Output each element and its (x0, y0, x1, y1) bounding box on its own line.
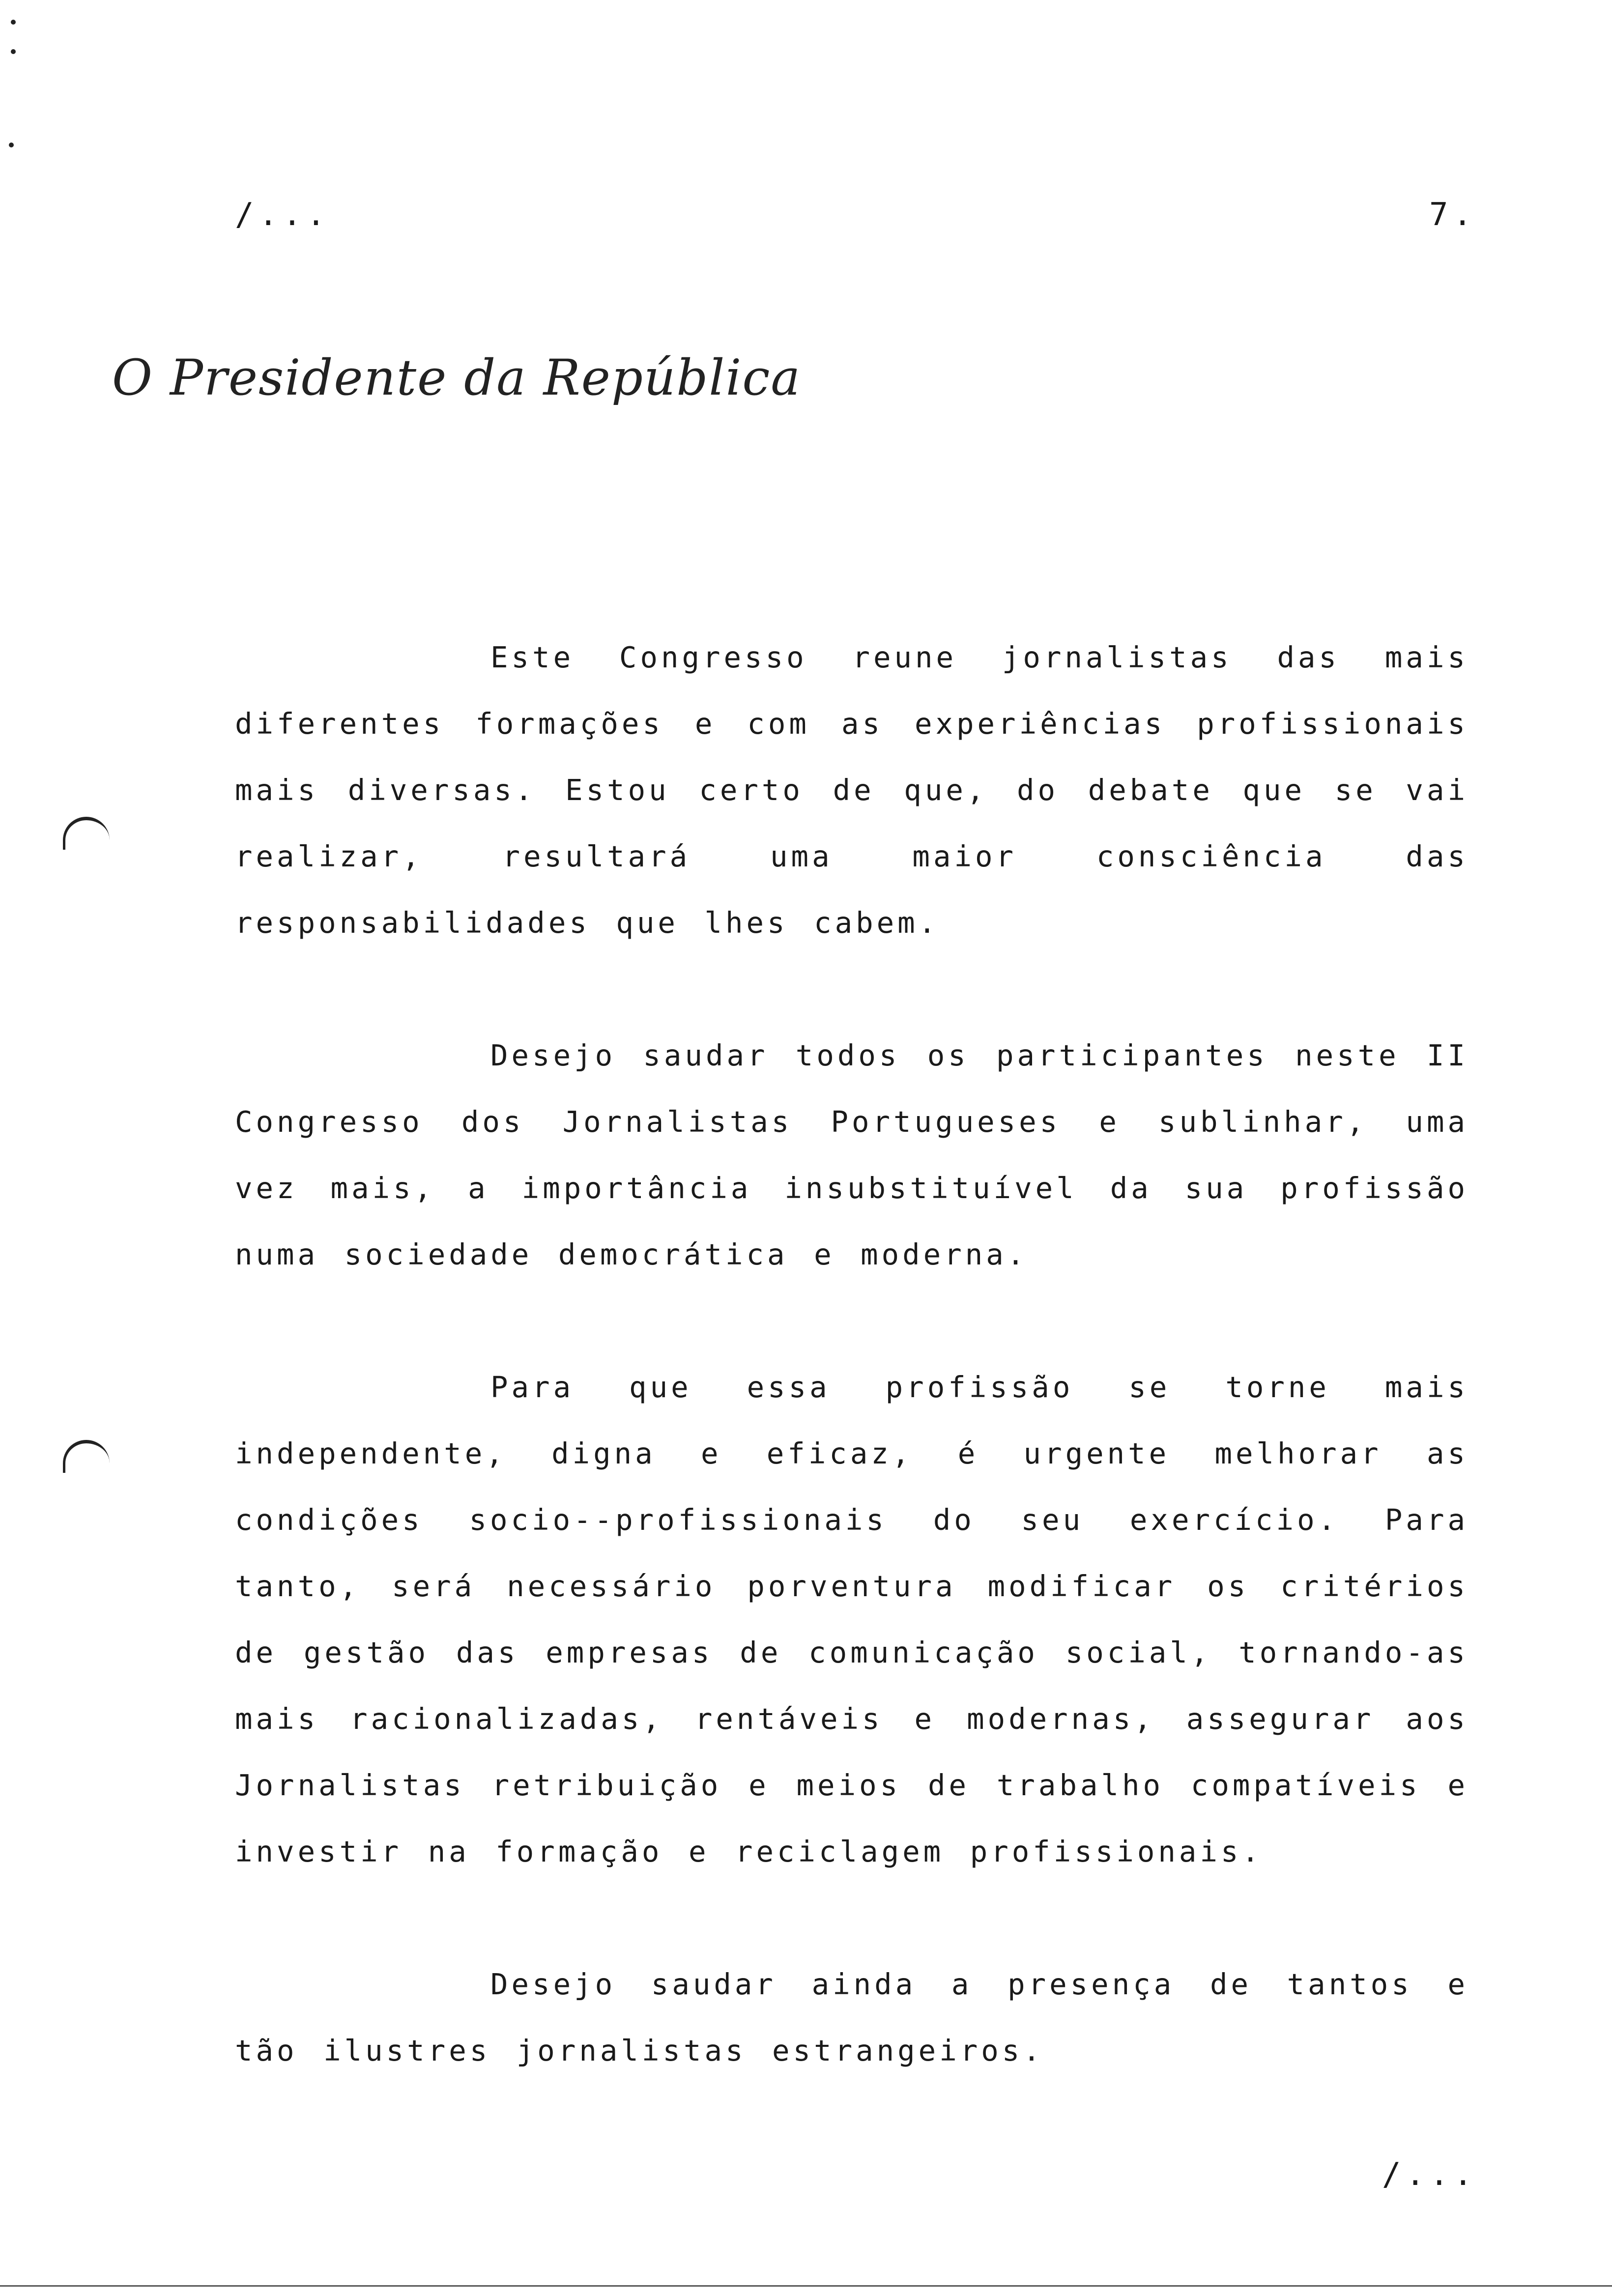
letterhead-title: O Presidente da República (112, 349, 802, 406)
scan-edge-line (0, 2285, 1612, 2287)
paragraph: Para que essa profissão se torne mais independente, digna e eficaz, é urgente melhorar as condições socio--profissionais do seu exercício. Para tanto, será necessário porventura modificar os critérios de gestão das empresas de comunicação social, tornando-as mais racionalizadas, rentáveis e modernas, assegurar aos Jornalistas retribuição e meios de trabalho compatíveis e investir na formação e reciclagem profissionais. (235, 1370, 1468, 1868)
paragraph: Desejo saudar todos os participantes neste II Congresso dos Jornalistas Portugueses e sublinhar, uma vez mais, a importância insubstituível da sua profissão numa sociedade democrática e moderna. (235, 1038, 1468, 1271)
paragraph: Este Congresso reune jornalistas das mais diferentes formações e com as experiências profissionais mais diversas. Estou certo de que, do debate que se vai realizar, resultará uma maior consciência das responsabilidades que lhes cabem. (235, 640, 1468, 940)
continuation-marker-bottom: /... (1382, 2156, 1478, 2193)
punch-hole-mark (63, 1440, 110, 1473)
scan-speck (11, 20, 16, 25)
scan-speck (11, 49, 16, 54)
scan-speck (9, 143, 14, 147)
punch-hole-mark (63, 817, 110, 850)
continuation-marker-top: /... (235, 197, 331, 233)
document-body (235, 624, 1468, 2150)
paragraph: Desejo saudar ainda a presença de tantos e tão ilustres jornalistas estrangeiros. (235, 1967, 1468, 2067)
page-number: 7. (1429, 197, 1477, 233)
